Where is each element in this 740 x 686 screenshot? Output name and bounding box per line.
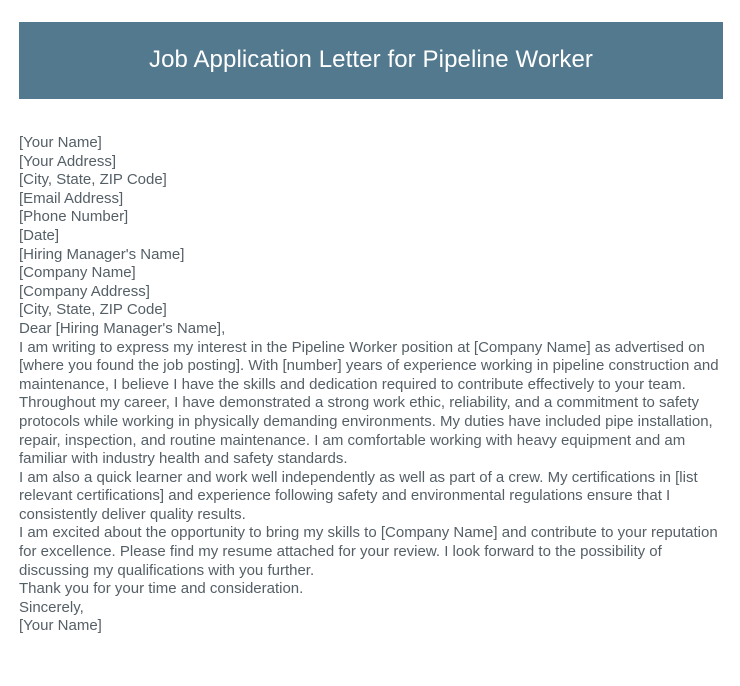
closing-thanks-line: Thank you for your time and consideration. bbox=[19, 580, 304, 598]
recipient-city-state-zip-line: [City, State, ZIP Code] bbox=[19, 301, 167, 319]
recipient-company-address-line: [Company Address] bbox=[19, 282, 150, 300]
recipient-company-name-line: [Company Name] bbox=[19, 264, 136, 282]
letter-paragraph-3: I am also a quick learner and work well independently as well as part of a crew. My certifications in [list relevant certifications] and experience following safety and environmental regulations ensure that I consistently deliver quality results. bbox=[19, 468, 698, 523]
letter-paragraph-4: I am excited about the opportunity to bring my skills to [Company Name] and contribute to your reputation for excellence. Please find my resume attached for your review. I look forward to the possibility of discussing my qualifications with you further. bbox=[19, 524, 718, 579]
date-line: [Date] bbox=[19, 226, 60, 244]
signature-line: [Your Name] bbox=[19, 617, 102, 635]
recipient-manager-name-line: [Hiring Manager's Name] bbox=[19, 245, 185, 263]
page-title: Job Application Letter for Pipeline Worker bbox=[149, 46, 593, 74]
letter-paragraph-1: I am writing to express my interest in the Pipeline Worker position at [Company Name] as advertised on [where you found the job posting]. With [number] years of experience working in pipeline construction and maintenance, I believe I have the skills and dedication required to contribute effectively to your team. bbox=[19, 338, 719, 393]
letter-body bbox=[19, 134, 723, 636]
sender-phone-line: [Phone Number] bbox=[19, 208, 129, 226]
sender-address-line: [Your Address] bbox=[19, 152, 117, 170]
closing-salutation-line: Sincerely, bbox=[19, 598, 84, 616]
document-header-banner bbox=[19, 22, 723, 99]
sender-email-line: [Email Address] bbox=[19, 189, 124, 207]
letter-paragraph-2: Throughout my career, I have demonstrated a strong work ethic, reliability, and a commitment to safety protocols while working in physically demanding environments. My duties have included pipe installation, repair, inspection, and routine maintenance. I am comfortable working with heavy equipment and am familiar with industry health and safety standards. bbox=[19, 394, 713, 468]
sender-name-line: [Your Name] bbox=[19, 134, 102, 151]
salutation-line: Dear [Hiring Manager's Name], bbox=[19, 319, 226, 337]
sender-city-state-zip-line: [City, State, ZIP Code] bbox=[19, 171, 167, 189]
